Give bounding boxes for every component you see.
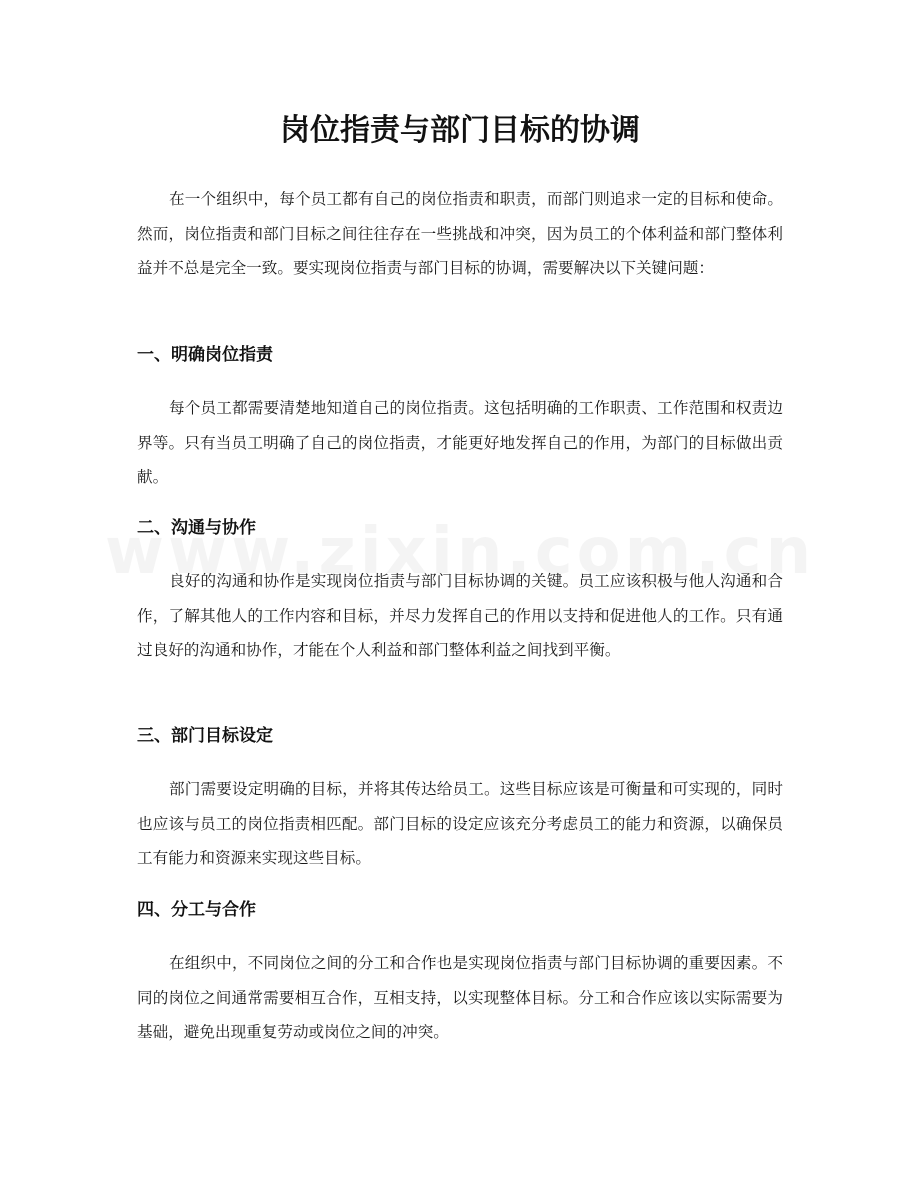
intro-paragraph: 在一个组织中，每个员工都有自己的岗位指责和职责，而部门则追求一定的目标和使命。然而，岗位指责和部门目标之间往往存在一些挑战和冲突，因为员工的个体利益和部门整体利益并不总是完全一致。要实现岗位指责与部门目标的协调，需要解决以下关键问题： (137, 190, 783, 277)
section-body-3: 部门需要设定明确的目标，并将其传达给员工。这些目标应该是可衡量和可实现的，同时也应该与员工的岗位指责相匹配。部门目标的设定应该充分考虑员工的能力和资源，以确保员工有能力和资源来实现这些目标。 (137, 780, 783, 867)
section-heading-1: 一、明确岗位指责 (137, 345, 273, 365)
section-body-4: 在组织中，不同岗位之间的分工和合作也是实现岗位指责与部门目标协调的重要因素。不同的岗位之间通常需要相互合作，互相支持，以实现整体目标。分工和合作应该以实际需要为基础，避免出现重复劳动或岗位之间的冲突。 (137, 954, 783, 1041)
section-body-2: 良好的沟通和协作是实现岗位指责与部门目标协调的关键。员工应该积极与他人沟通和合作，了解其他人的工作内容和目标，并尽力发挥自己的作用以支持和促进他人的工作。只有通过良好的沟通和协作，才能在个人利益和部门整体利益之间找到平衡。 (137, 572, 783, 659)
section-heading-4: 四、分工与合作 (137, 900, 256, 920)
section-heading-2: 二、沟通与协作 (137, 518, 256, 538)
section-heading-3: 三、部门目标设定 (137, 726, 273, 746)
page-title: 岗位指责与部门目标的协调 (280, 113, 640, 148)
section-body-1: 每个员工都需要清楚地知道自己的岗位指责。这包括明确的工作职责、工作范围和权责边界等。只有当员工明确了自己的岗位指责，才能更好地发挥自己的作用，为部门的目标做出贡献。 (137, 399, 783, 486)
